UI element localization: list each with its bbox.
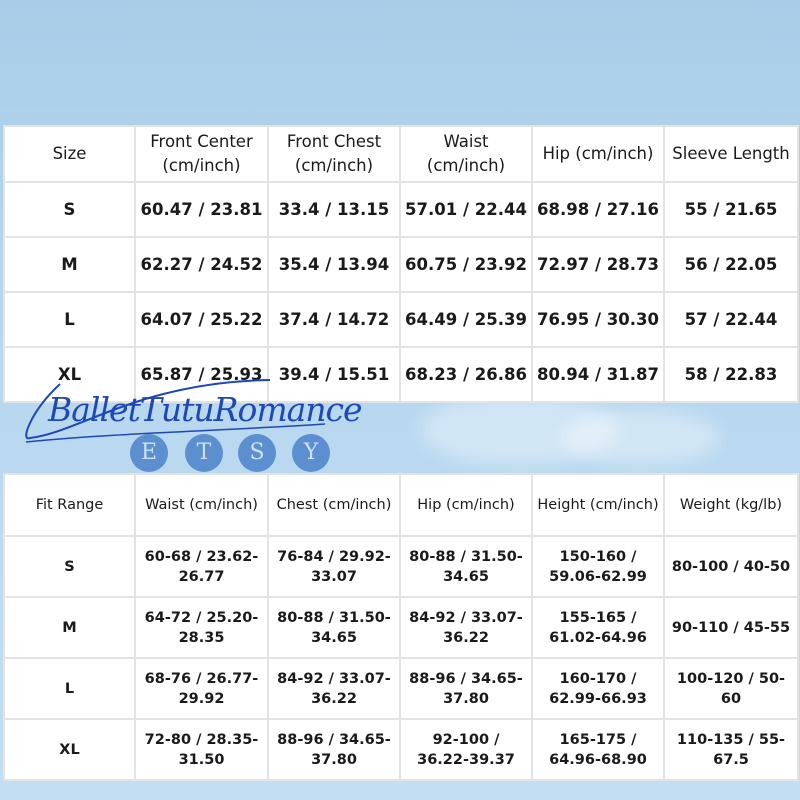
table-cell: 92-100 / 36.22-39.37 (400, 719, 532, 780)
table-cell: 39.4 / 15.51 (268, 347, 400, 402)
table-cell: 150-160 / 59.06-62.99 (532, 536, 664, 597)
etsy-letter-badge: E (130, 434, 168, 472)
size-label: XL (4, 719, 135, 780)
table-cell: 165-175 / 64.96-68.90 (532, 719, 664, 780)
header-cell: Waist (cm/inch) (400, 126, 532, 182)
shop-brand-name: BalletTutuRomance (48, 390, 362, 429)
table-cell: 76-84 / 29.92-33.07 (268, 536, 400, 597)
table-cell: 84-92 / 33.07-36.22 (268, 658, 400, 719)
table-cell: 68.98 / 27.16 (532, 182, 664, 237)
header-cell: Hip (cm/inch) (400, 474, 532, 536)
size-label: S (4, 182, 135, 237)
table-cell: 33.4 / 13.15 (268, 182, 400, 237)
table-cell: 72-80 / 28.35-31.50 (135, 719, 268, 780)
table-cell: 76.95 / 30.30 (532, 292, 664, 347)
table-cell: 80-88 / 31.50-34.65 (400, 536, 532, 597)
table-cell: 55 / 21.65 (664, 182, 798, 237)
table-cell: 90-110 / 45-55 (664, 597, 798, 658)
size-label: M (4, 237, 135, 292)
table-cell: 57.01 / 22.44 (400, 182, 532, 237)
table-cell: 80-88 / 31.50-34.65 (268, 597, 400, 658)
table-cell: 60.47 / 23.81 (135, 182, 268, 237)
header-cell: Height (cm/inch) (532, 474, 664, 536)
table-row (4, 719, 798, 780)
table-cell: 60-68 / 23.62-26.77 (135, 536, 268, 597)
header-cell: Hip (cm/inch) (532, 126, 664, 182)
table-row (4, 182, 798, 237)
size-label: XL (4, 347, 135, 402)
table-cell: 68.23 / 26.86 (400, 347, 532, 402)
etsy-letter-badge: T (185, 434, 223, 472)
size-label: L (4, 658, 135, 719)
header-cell: Chest (cm/inch) (268, 474, 400, 536)
table-cell: 56 / 22.05 (664, 237, 798, 292)
size-label: M (4, 597, 135, 658)
header-cell: Size (4, 126, 135, 182)
shop-watermark-logo (20, 372, 362, 482)
table-row (4, 237, 798, 292)
table-cell: 84-92 / 33.07-36.22 (400, 597, 532, 658)
table-cell: 60.75 / 23.92 (400, 237, 532, 292)
table-cell: 64.49 / 25.39 (400, 292, 532, 347)
header-cell: Fit Range (4, 474, 135, 536)
size-label: L (4, 292, 135, 347)
fit-range-table (3, 473, 799, 781)
fit-range-header-row (4, 474, 798, 536)
etsy-letter-badge: Y (292, 434, 330, 472)
background-cloud (560, 410, 720, 465)
table-cell: 88-96 / 34.65-37.80 (400, 658, 532, 719)
table-cell: 80-100 / 40-50 (664, 536, 798, 597)
table-cell: 72.97 / 28.73 (532, 237, 664, 292)
table-cell: 64.07 / 25.22 (135, 292, 268, 347)
table-row (4, 597, 798, 658)
table-cell: 100-120 / 50-60 (664, 658, 798, 719)
table-cell: 155-165 / 61.02-64.96 (532, 597, 664, 658)
size-chart-header-row (4, 126, 798, 182)
size-label: S (4, 536, 135, 597)
table-cell: 35.4 / 13.94 (268, 237, 400, 292)
header-cell: Front Chest (cm/inch) (268, 126, 400, 182)
header-cell: Sleeve Length (664, 126, 798, 182)
size-chart-table (3, 125, 799, 403)
table-cell: 110-135 / 55-67.5 (664, 719, 798, 780)
table-cell: 62.27 / 24.52 (135, 237, 268, 292)
table-cell: 160-170 / 62.99-66.93 (532, 658, 664, 719)
table-cell: 65.87 / 25.93 (135, 347, 268, 402)
table-cell: 37.4 / 14.72 (268, 292, 400, 347)
table-row (4, 292, 798, 347)
table-cell: 88-96 / 34.65-37.80 (268, 719, 400, 780)
header-cell: Weight (kg/lb) (664, 474, 798, 536)
table-cell: 64-72 / 25.20-28.35 (135, 597, 268, 658)
table-row (4, 658, 798, 719)
header-cell: Waist (cm/inch) (135, 474, 268, 536)
header-cell: Front Center (cm/inch) (135, 126, 268, 182)
table-cell: 58 / 22.83 (664, 347, 798, 402)
table-cell: 68-76 / 26.77-29.92 (135, 658, 268, 719)
table-row (4, 536, 798, 597)
etsy-letter-badge: S (238, 434, 276, 472)
table-cell: 80.94 / 31.87 (532, 347, 664, 402)
table-cell: 57 / 22.44 (664, 292, 798, 347)
